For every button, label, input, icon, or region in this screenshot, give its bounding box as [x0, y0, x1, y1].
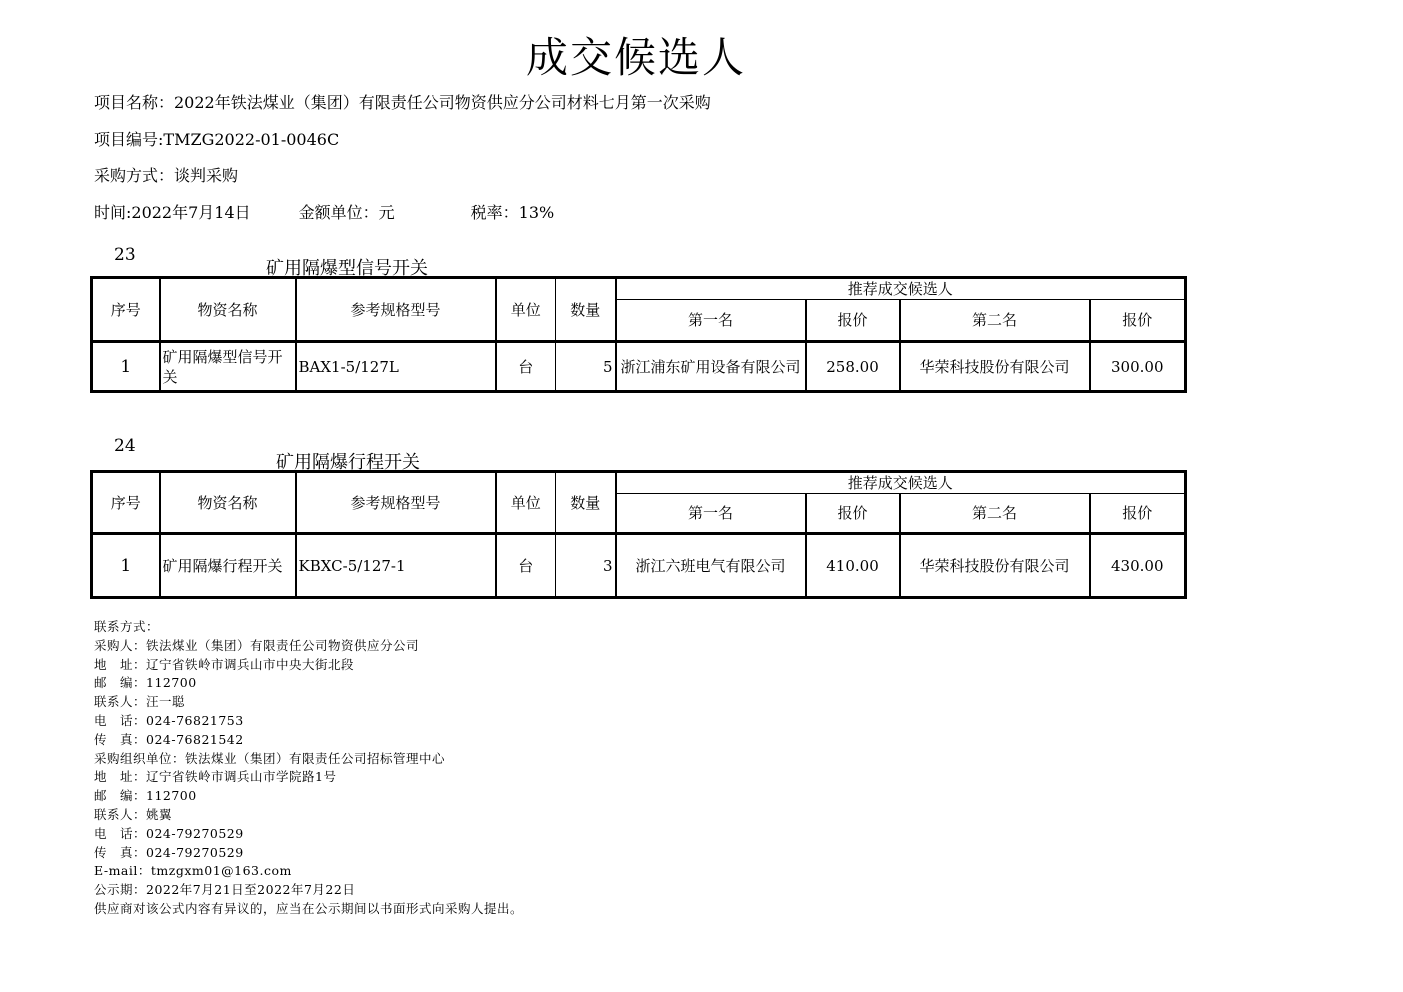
item-title: 矿用隔爆型信号开关 [266, 258, 428, 279]
header-second: 第二名 [900, 300, 1090, 342]
cell-name: 矿用隔爆型信号开关 [160, 342, 296, 392]
contact-line: 采购组织单位：铁法煤业（集团）有限责任公司招标管理中心 [94, 750, 446, 766]
table-row [92, 534, 1186, 598]
project-name: 项目名称：2022年铁法煤业（集团）有限责任公司物资供应分公司材料七月第一次采购 [94, 93, 711, 112]
contact-line: 电 话：024-79270529 [94, 825, 244, 841]
publicity-period: 公示期：2022年7月21日至2022年7月22日 [94, 882, 356, 898]
header-price2: 报价 [1090, 300, 1186, 342]
meta-line [94, 202, 554, 224]
contact-line: 传 真：024-76821542 [94, 731, 244, 747]
contact-heading: 联系方式： [94, 619, 160, 634]
item-title: 矿用隔爆行程开关 [276, 452, 420, 473]
cell-name: 矿用隔爆行程开关 [160, 534, 296, 598]
header-name: 物资名称 [160, 278, 296, 342]
contact-line: 采购人：铁法煤业（集团）有限责任公司物资供应分公司 [94, 637, 420, 653]
cell-first: 浙江浦东矿用设备有限公司 [616, 342, 806, 392]
cell-qty: 5 [556, 342, 616, 392]
header-recommend: 推荐成交候选人 [616, 472, 1186, 494]
header-first: 第一名 [616, 300, 806, 342]
cell-spec: BAX1-5/127L [296, 342, 496, 392]
header-second: 第二名 [900, 494, 1090, 534]
header-price1: 报价 [806, 300, 900, 342]
header-seq: 序号 [92, 472, 160, 534]
candidate-table-1 [90, 276, 1187, 393]
header-price2: 报价 [1090, 494, 1186, 534]
cell-unit: 台 [496, 342, 556, 392]
procurement-method: 采购方式：谈判采购 [94, 166, 239, 185]
cell-price1: 258.00 [806, 342, 900, 392]
header-unit: 单位 [496, 278, 556, 342]
header-qty: 数量 [556, 278, 616, 342]
cell-second: 华荣科技股份有限公司 [900, 534, 1090, 598]
header-recommend: 推荐成交候选人 [616, 278, 1186, 300]
objection-note: 供应商对该公式内容有异议的，应当在公示期间以书面形式向采购人提出。 [94, 900, 524, 916]
contact-line: 联系人：汪一聪 [94, 694, 186, 710]
contact-line: 联系人：姚翼 [94, 806, 173, 822]
contact-line: 地 址：辽宁省铁岭市调兵山市学院路1号 [94, 769, 337, 785]
candidate-table-2 [90, 470, 1187, 599]
project-number: 项目编号:TMZG2022-01-0046C [94, 130, 340, 149]
contact-line: 邮 编：112700 [94, 788, 197, 804]
item-number: 23 [114, 245, 136, 265]
header-seq: 序号 [92, 278, 160, 342]
contact-email: E-mail：tmzgxm01@163.com [94, 863, 292, 879]
header-spec: 参考规格型号 [296, 278, 496, 342]
header-first: 第一名 [616, 494, 806, 534]
cell-price1: 410.00 [806, 534, 900, 598]
cell-seq: 1 [92, 534, 160, 598]
contact-info [94, 618, 523, 919]
header-qty: 数量 [556, 472, 616, 534]
cell-price2: 430.00 [1090, 534, 1186, 598]
cell-price2: 300.00 [1090, 342, 1186, 392]
cell-spec: KBXC-5/127-1 [296, 534, 496, 598]
currency-unit: 金额单位：元 [298, 203, 395, 222]
cell-unit: 台 [496, 534, 556, 598]
contact-line: 传 真：024-79270529 [94, 844, 244, 860]
contact-line: 邮 编：112700 [94, 675, 197, 691]
item-number: 24 [114, 436, 136, 456]
header-price1: 报价 [806, 494, 900, 534]
header-spec: 参考规格型号 [296, 472, 496, 534]
contact-line: 电 话：024-76821753 [94, 712, 244, 728]
header-unit: 单位 [496, 472, 556, 534]
tax-rate: 税率：13% [470, 203, 555, 222]
header-name: 物资名称 [160, 472, 296, 534]
cell-first: 浙江六班电气有限公司 [616, 534, 806, 598]
table-row [92, 342, 1186, 392]
contact-line: 地 址：辽宁省铁岭市调兵山市中央大街北段 [94, 656, 355, 672]
page-title: 成交候选人 [525, 33, 746, 82]
date-text: 时间:2022年7月14日 [94, 203, 251, 222]
cell-qty: 3 [556, 534, 616, 598]
cell-seq: 1 [92, 342, 160, 392]
cell-second: 华荣科技股份有限公司 [900, 342, 1090, 392]
